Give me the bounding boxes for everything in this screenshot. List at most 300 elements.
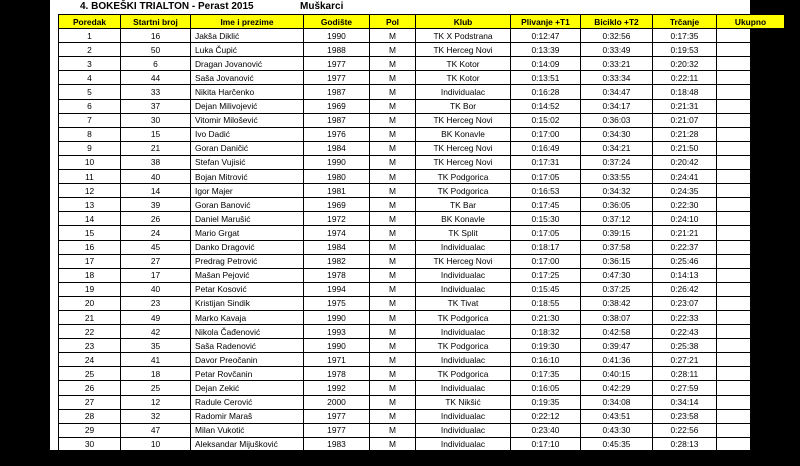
- cell-run: 0:17:35: [653, 29, 717, 43]
- table-row: [59, 254, 785, 268]
- cell-rank: 7: [59, 113, 121, 127]
- cell-rank: 12: [59, 184, 121, 198]
- cell-name: Mario Grgat: [191, 226, 304, 240]
- cell-sex: M: [370, 155, 416, 169]
- cell-swim-t1: 0:17:00: [511, 127, 581, 141]
- cell-name: Saša Radenović: [191, 339, 304, 353]
- cell-bike-t2: 0:38:07: [581, 310, 653, 324]
- cell-sex: M: [370, 184, 416, 198]
- cell-birth-year: 2000: [304, 395, 370, 409]
- cell-total: 1:32:35: [717, 451, 785, 465]
- cell-name: Goran Daničić: [191, 141, 304, 155]
- cell-name: Milan Vukotić: [191, 423, 304, 437]
- cell-start-number: 24: [121, 226, 191, 240]
- cell-total: 1:27:57: [717, 395, 785, 409]
- col-header-birth-year: Godište: [304, 15, 370, 29]
- cell-rank: 17: [59, 254, 121, 268]
- cell-start-number: 45: [121, 240, 191, 254]
- cell-swim-t1: 0:15:45: [511, 282, 581, 296]
- cell-sex: M: [370, 113, 416, 127]
- cell-total: 1:19:08: [717, 268, 785, 282]
- cell-run: 0:22:56: [653, 423, 717, 437]
- cell-club: TK Kotor: [416, 71, 511, 85]
- cell-swim-t1: 0:16:28: [511, 85, 581, 99]
- cell-bike-t2: 0:37:58: [581, 240, 653, 254]
- table-row: [59, 29, 785, 43]
- cell-run: 0:23:58: [653, 409, 717, 423]
- cell-run: 0:28:11: [653, 367, 717, 381]
- cell-birth-year: 1990: [304, 310, 370, 324]
- cell-total: 1:30:06: [717, 423, 785, 437]
- cell-bike-t2: 0:32:56: [581, 29, 653, 43]
- cell-start-number: 27: [121, 254, 191, 268]
- cell-birth-year: 1987: [304, 113, 370, 127]
- cell-birth-year: 1971: [304, 353, 370, 367]
- table-row: [59, 85, 785, 99]
- cell-start-number: 37: [121, 99, 191, 113]
- cell-total: 1:09:36: [717, 71, 785, 85]
- cell-run: 0:22:11: [653, 71, 717, 85]
- cell-swim-t1: 0:17:05: [511, 226, 581, 240]
- cell-run: 0:22:33: [653, 310, 717, 324]
- cell-total: 1:12:58: [717, 127, 785, 141]
- cell-bike-t2: 0:33:34: [581, 71, 653, 85]
- cell-bike-t2: 0:34:30: [581, 127, 653, 141]
- cell-rank: 25: [59, 367, 121, 381]
- cell-swim-t1: 0:17:45: [511, 198, 581, 212]
- cell-bike-t2: 0:36:03: [581, 113, 653, 127]
- cell-run: 0:24:35: [653, 184, 717, 198]
- cell-rank: 31: [59, 451, 121, 465]
- cell-sex: M: [370, 381, 416, 395]
- cell-start-number: 44: [121, 71, 191, 85]
- col-header-total: Ukupno: [717, 15, 785, 29]
- table-row: [59, 155, 785, 169]
- cell-swim-t1: 0:14:09: [511, 57, 581, 71]
- cell-swim-t1: 0:16:05: [511, 381, 581, 395]
- cell-start-number: 21: [121, 141, 191, 155]
- cell-bike-t2: 0:34:21: [581, 141, 653, 155]
- cell-total: 1:26:33: [717, 381, 785, 395]
- cell-birth-year: 1974: [304, 226, 370, 240]
- cell-swim-t1: 0:13:39: [511, 43, 581, 57]
- col-header-rank: Poredak: [59, 15, 121, 29]
- cell-name: Radomir Maraš: [191, 409, 304, 423]
- cell-rank: 20: [59, 296, 121, 310]
- cell-total: 1:19:52: [717, 282, 785, 296]
- cell-name: Nikita Harčenko: [191, 85, 304, 99]
- cell-sex: M: [370, 99, 416, 113]
- cell-club: TK Tivat: [416, 296, 511, 310]
- table-row: [59, 198, 785, 212]
- cell-rank: 6: [59, 99, 121, 113]
- cell-swim-t1: 0:17:31: [511, 155, 581, 169]
- cell-club: Individualac: [416, 282, 511, 296]
- cell-start-number: 12: [121, 395, 191, 409]
- cell-bike-t2: 0:39:47: [581, 339, 653, 353]
- cell-run: 0:21:07: [653, 113, 717, 127]
- cell-run: 0:20:42: [653, 155, 717, 169]
- cell-sex: M: [370, 212, 416, 226]
- table-row: [59, 282, 785, 296]
- cell-rank: 1: [59, 29, 121, 43]
- cell-bike-t2: 0:39:15: [581, 226, 653, 240]
- cell-run: 0:27:59: [653, 381, 717, 395]
- cell-run: 0:18:48: [653, 85, 717, 99]
- cell-birth-year: 1975: [304, 296, 370, 310]
- cell-birth-year: 1990: [304, 339, 370, 353]
- cell-name: Nikola Vukčević: [191, 451, 304, 465]
- cell-sex: M: [370, 268, 416, 282]
- cell-run: 0:34:14: [653, 395, 717, 409]
- cell-birth-year: 1981: [304, 451, 370, 465]
- cell-name: Dragan Jovanović: [191, 57, 304, 71]
- cell-start-number: 15: [121, 127, 191, 141]
- cell-run: 0:28:13: [653, 437, 717, 451]
- table-row: [59, 226, 785, 240]
- cell-bike-t2: 0:36:05: [581, 198, 653, 212]
- cell-swim-t1: 0:17:11: [511, 451, 581, 465]
- cell-start-number: 42: [121, 325, 191, 339]
- cell-rank: 29: [59, 423, 121, 437]
- cell-club: Individualac: [416, 381, 511, 395]
- cell-name: Vitomir Milošević: [191, 113, 304, 127]
- cell-total: 1:12:12: [717, 113, 785, 127]
- cell-run: 0:25:46: [653, 254, 717, 268]
- table-row: [59, 141, 785, 155]
- cell-rank: 21: [59, 310, 121, 324]
- cell-sex: M: [370, 296, 416, 310]
- cell-run: 0:14:13: [653, 268, 717, 282]
- cell-bike-t2: 0:37:24: [581, 155, 653, 169]
- cell-birth-year: 1977: [304, 409, 370, 423]
- table-row: [59, 113, 785, 127]
- cell-run: 0:30:12: [653, 451, 717, 465]
- document-title-bar: [50, 0, 750, 14]
- cell-start-number: 38: [121, 155, 191, 169]
- cell-run: 0:27:21: [653, 353, 717, 367]
- cell-sex: M: [370, 254, 416, 268]
- cell-sex: M: [370, 310, 416, 324]
- cell-swim-t1: 0:18:17: [511, 240, 581, 254]
- cell-name: Saša Jovanović: [191, 71, 304, 85]
- cell-total: 1:22:10: [717, 310, 785, 324]
- cell-sex: M: [370, 282, 416, 296]
- cell-birth-year: 1983: [304, 437, 370, 451]
- cell-bike-t2: 0:34:17: [581, 99, 653, 113]
- cell-swim-t1: 0:18:32: [511, 325, 581, 339]
- cell-rank: 10: [59, 155, 121, 169]
- cell-name: Luka Čupić: [191, 43, 304, 57]
- cell-sex: M: [370, 395, 416, 409]
- table-row: [59, 43, 785, 57]
- cell-name: Predrag Petrović: [191, 254, 304, 268]
- cell-name: Mašan Pejović: [191, 268, 304, 282]
- cell-bike-t2: 0:47:30: [581, 268, 653, 282]
- table-row: [59, 71, 785, 85]
- table-row: [59, 367, 785, 381]
- cell-total: 1:13:00: [717, 141, 785, 155]
- cell-start-number: 26: [121, 212, 191, 226]
- cell-bike-t2: 0:37:25: [581, 282, 653, 296]
- cell-sex: M: [370, 141, 416, 155]
- category-label: Muškarci: [300, 1, 344, 12]
- cell-sex: M: [370, 409, 416, 423]
- cell-birth-year: 1977: [304, 57, 370, 71]
- cell-run: 0:25:38: [653, 339, 717, 353]
- cell-rank: 11: [59, 170, 121, 184]
- cell-start-number: 17: [121, 268, 191, 282]
- cell-name: Igor Majer: [191, 184, 304, 198]
- col-header-club: Klub: [416, 15, 511, 29]
- cell-total: 1:15:41: [717, 170, 785, 184]
- cell-rank: 14: [59, 212, 121, 226]
- cell-rank: 30: [59, 437, 121, 451]
- cell-bike-t2: 0:33:21: [581, 57, 653, 71]
- cell-sex: M: [370, 240, 416, 254]
- cell-name: Nikola Čađenović: [191, 325, 304, 339]
- cell-total: 1:19:01: [717, 254, 785, 268]
- cell-birth-year: 1988: [304, 43, 370, 57]
- cell-swim-t1: 0:17:25: [511, 268, 581, 282]
- cell-total: 1:18:52: [717, 240, 785, 254]
- cell-total: 1:26:01: [717, 367, 785, 381]
- cell-birth-year: 1990: [304, 29, 370, 43]
- cell-birth-year: 1993: [304, 325, 370, 339]
- cell-rank: 3: [59, 57, 121, 71]
- cell-swim-t1: 0:13:51: [511, 71, 581, 85]
- cell-club: BK Konavle: [416, 212, 511, 226]
- cell-total: 1:30:58: [717, 437, 785, 451]
- cell-total: 1:08:02: [717, 57, 785, 71]
- cell-bike-t2: 0:38:42: [581, 296, 653, 310]
- cell-club: TK Podgorica: [416, 339, 511, 353]
- cell-sex: M: [370, 71, 416, 85]
- cell-start-number: 35: [121, 339, 191, 353]
- cell-club: TK Podgorica: [416, 310, 511, 324]
- cell-sex: M: [370, 367, 416, 381]
- cell-start-number: 50: [121, 43, 191, 57]
- cell-bike-t2: 0:45:35: [581, 437, 653, 451]
- cell-swim-t1: 0:16:49: [511, 141, 581, 155]
- cell-bike-t2: 0:33:49: [581, 43, 653, 57]
- cell-rank: 16: [59, 240, 121, 254]
- cell-club: BK Konavle: [416, 127, 511, 141]
- cell-name: Bojan Mitrović: [191, 170, 304, 184]
- cell-birth-year: 1990: [304, 155, 370, 169]
- col-header-name: Ime i prezime: [191, 15, 304, 29]
- cell-total: 1:16:52: [717, 212, 785, 226]
- cell-total: 1:16:20: [717, 198, 785, 212]
- cell-sex: M: [370, 198, 416, 212]
- cell-birth-year: 1978: [304, 367, 370, 381]
- table-row: [59, 296, 785, 310]
- cell-run: 0:21:28: [653, 127, 717, 141]
- cell-birth-year: 1982: [304, 254, 370, 268]
- cell-bike-t2: 0:34:08: [581, 395, 653, 409]
- cell-sex: M: [370, 353, 416, 367]
- cell-rank: 15: [59, 226, 121, 240]
- cell-start-number: 40: [121, 282, 191, 296]
- col-header-swim-t1: Plivanje +T1: [511, 15, 581, 29]
- col-header-run: Trčanje: [653, 15, 717, 29]
- cell-birth-year: 1987: [304, 85, 370, 99]
- cell-club: TK X Podstrana: [416, 29, 511, 43]
- cell-name: Marko Kavaja: [191, 310, 304, 324]
- cell-name: Danko Dragović: [191, 240, 304, 254]
- results-sheet: [50, 0, 780, 464]
- cell-club: TK Podgorica: [416, 184, 511, 198]
- cell-name: Radule Cerović: [191, 395, 304, 409]
- cell-bike-t2: 0:42:58: [581, 325, 653, 339]
- cell-birth-year: 1984: [304, 240, 370, 254]
- cell-club: Individualac: [416, 85, 511, 99]
- cell-start-number: 32: [121, 409, 191, 423]
- table-row: [59, 353, 785, 367]
- cell-sex: M: [370, 226, 416, 240]
- table-row: [59, 409, 785, 423]
- cell-club: TK Herceg Novi: [416, 141, 511, 155]
- cell-start-number: 40: [121, 170, 191, 184]
- cell-run: 0:22:30: [653, 198, 717, 212]
- cell-bike-t2: 0:43:30: [581, 423, 653, 437]
- cell-run: 0:22:37: [653, 240, 717, 254]
- cell-club: Individualac: [416, 437, 511, 451]
- table-row: [59, 268, 785, 282]
- cell-birth-year: 1969: [304, 198, 370, 212]
- cell-name: Stefan Vujisić: [191, 155, 304, 169]
- header-row: [59, 15, 785, 29]
- cell-run: 0:22:43: [653, 325, 717, 339]
- cell-club: TK Split: [416, 226, 511, 240]
- cell-sex: M: [370, 43, 416, 57]
- cell-club: TK Herceg Novi: [416, 254, 511, 268]
- cell-total: 1:20:44: [717, 296, 785, 310]
- cell-club: Individualac: [416, 240, 511, 254]
- cell-bike-t2: 0:42:29: [581, 381, 653, 395]
- cell-bike-t2: 0:40:15: [581, 367, 653, 381]
- cell-run: 0:26:42: [653, 282, 717, 296]
- cell-rank: 27: [59, 395, 121, 409]
- cell-birth-year: 1978: [304, 268, 370, 282]
- cell-swim-t1: 0:17:35: [511, 367, 581, 381]
- cell-name: Daniel Marušić: [191, 212, 304, 226]
- cell-birth-year: 1992: [304, 381, 370, 395]
- cell-club: TK Herceg Novi: [416, 155, 511, 169]
- cell-sex: M: [370, 29, 416, 43]
- cell-start-number: 30: [121, 113, 191, 127]
- cell-run: 0:23:07: [653, 296, 717, 310]
- cell-birth-year: 1984: [304, 141, 370, 155]
- cell-run: 0:21:31: [653, 99, 717, 113]
- cell-total: 1:10:40: [717, 99, 785, 113]
- document-title: 4. BOKEŠKI TRIALTON - Perast 2015: [80, 1, 254, 12]
- cell-birth-year: 1972: [304, 212, 370, 226]
- cell-total: 1:03:18: [717, 29, 785, 43]
- cell-rank: 2: [59, 43, 121, 57]
- cell-sex: M: [370, 325, 416, 339]
- cell-name: Davor Preočanin: [191, 353, 304, 367]
- cell-swim-t1: 0:15:02: [511, 113, 581, 127]
- cell-club: TK Kotor: [416, 57, 511, 71]
- cell-club: TK Podgorica: [416, 367, 511, 381]
- cell-swim-t1: 0:16:53: [511, 184, 581, 198]
- table-row: [59, 423, 785, 437]
- cell-rank: 22: [59, 325, 121, 339]
- cell-total: 1:10:03: [717, 85, 785, 99]
- cell-birth-year: 1976: [304, 127, 370, 141]
- cell-total: 1:25:07: [717, 353, 785, 367]
- table-row: [59, 395, 785, 409]
- cell-club: TK Bar: [416, 198, 511, 212]
- cell-bike-t2: 0:43:51: [581, 409, 653, 423]
- col-header-bike-t2: Biciklo +T2: [581, 15, 653, 29]
- cell-club: Individualac: [416, 353, 511, 367]
- col-header-start-number: Startni broj: [121, 15, 191, 29]
- cell-birth-year: 1980: [304, 170, 370, 184]
- table-row: [59, 57, 785, 71]
- cell-club: Individualac: [416, 325, 511, 339]
- cell-total: 1:17:41: [717, 226, 785, 240]
- cell-swim-t1: 0:15:30: [511, 212, 581, 226]
- cell-swim-t1: 0:23:40: [511, 423, 581, 437]
- cell-rank: 19: [59, 282, 121, 296]
- cell-total: 1:16:00: [717, 184, 785, 198]
- cell-club: TK Herceg Novi: [416, 113, 511, 127]
- cell-club: TK Nikšić: [416, 395, 511, 409]
- cell-run: 0:21:21: [653, 226, 717, 240]
- cell-rank: 23: [59, 339, 121, 353]
- cell-name: Petar Kosović: [191, 282, 304, 296]
- cell-name: Dejan Milivojević: [191, 99, 304, 113]
- cell-sex: M: [370, 85, 416, 99]
- cell-birth-year: 1994: [304, 282, 370, 296]
- cell-name: Kristijan Sindik: [191, 296, 304, 310]
- cell-start-number: 14: [121, 184, 191, 198]
- cell-total: 1:30:01: [717, 409, 785, 423]
- cell-run: 0:20:32: [653, 57, 717, 71]
- cell-start-number: 4: [121, 451, 191, 465]
- table-row: [59, 325, 785, 339]
- cell-sex: M: [370, 170, 416, 184]
- cell-sex: M: [370, 437, 416, 451]
- cell-start-number: 6: [121, 57, 191, 71]
- cell-swim-t1: 0:17:00: [511, 254, 581, 268]
- cell-sex: M: [370, 423, 416, 437]
- cell-start-number: 10: [121, 437, 191, 451]
- cell-rank: 8: [59, 127, 121, 141]
- table-row: [59, 339, 785, 353]
- cell-name: Dejan Zekić: [191, 381, 304, 395]
- cell-club: Individualac: [416, 451, 511, 465]
- cell-name: Ivo Dadić: [191, 127, 304, 141]
- cell-club: Individualac: [416, 409, 511, 423]
- cell-total: 1:15:37: [717, 155, 785, 169]
- cell-swim-t1: 0:14:52: [511, 99, 581, 113]
- cell-start-number: 18: [121, 367, 191, 381]
- cell-bike-t2: 0:33:55: [581, 170, 653, 184]
- cell-swim-t1: 0:17:10: [511, 437, 581, 451]
- cell-start-number: 49: [121, 310, 191, 324]
- cell-start-number: 16: [121, 29, 191, 43]
- cell-name: Aleksandar Mijušković: [191, 437, 304, 451]
- cell-total: 1:24:13: [717, 325, 785, 339]
- table-row: [59, 451, 785, 465]
- cell-club: TK Bor: [416, 99, 511, 113]
- cell-sex: M: [370, 339, 416, 353]
- cell-start-number: 23: [121, 296, 191, 310]
- cell-start-number: 47: [121, 423, 191, 437]
